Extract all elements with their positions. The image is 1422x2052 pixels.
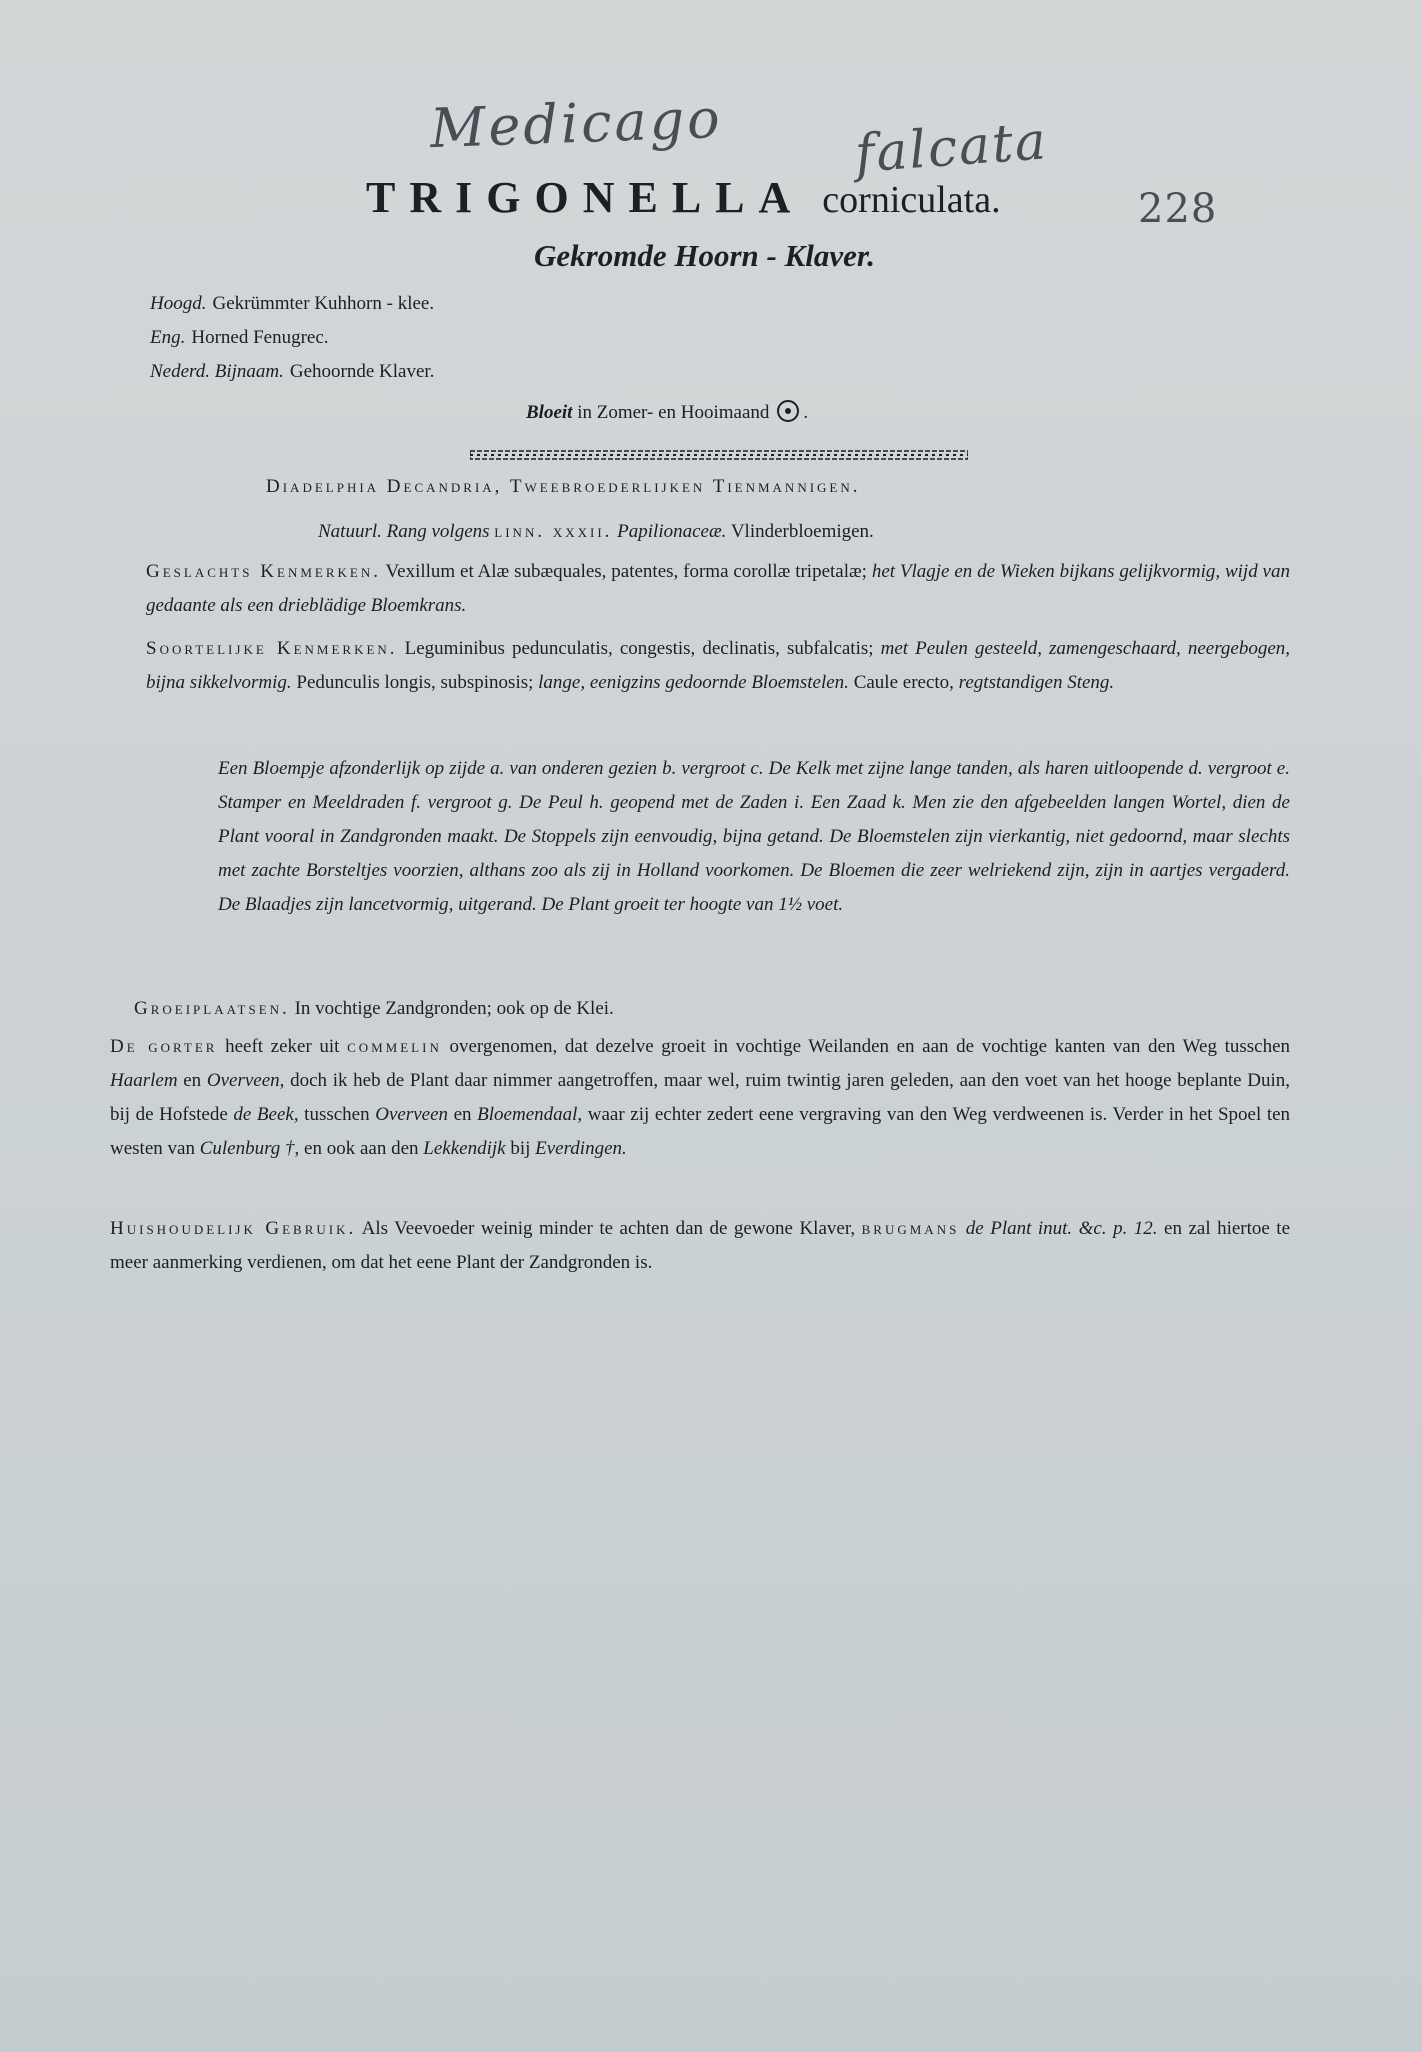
place-name: Everdingen. [535,1138,627,1159]
text: , doch ik heb de Plant daar nimmer aangetroffen, maar wel, ruim twintig jaren geleden, aan den voet van het hooge beplante Duin, bij de Hofstede [110,1070,1291,1125]
latin-text: Caule erecto, [853,672,954,693]
author-name: De gorter [110,1036,218,1057]
place-name: Overveen [206,1070,280,1091]
economic-use [110,1212,1290,1280]
habitat-text: In vochtige Zandgronden; ook op de Klei. [294,998,614,1019]
place-name: Overveen [375,1104,448,1125]
place-name: de Beek [233,1104,294,1125]
text: en [183,1070,202,1091]
species-title [366,172,1001,223]
habitat [134,992,1290,1026]
reference: de Plant inut. &c. p. 12. [965,1218,1158,1239]
text: en [453,1104,472,1125]
section-label: Geslachts Kenmerken. [146,561,381,582]
handwritten-genus: Medicago [428,86,724,161]
species-characters [146,632,1290,700]
place-name: Culenburg † [199,1138,295,1159]
section-label: Huishoudelijk Gebruik. [110,1218,357,1239]
dutch-text: het Vlagje en de Wieken bijkans gelijkvormig, wijd van gedaante als een drieblädige Bloemkrans. [146,561,1290,616]
rank-family: Papilionaceæ. [617,521,727,542]
place-name: Haarlem [110,1070,178,1091]
genus-characters [146,555,1290,623]
bloom-end: . [803,402,809,423]
section-label: Soortelijke Kenmerken. [146,638,398,659]
dutch-text: lange, eenigzins gedoornde Bloemstelen. [538,672,849,693]
vernacular-name: Horned Fenugrec. [191,327,329,348]
figure-explanation: Een Bloempje afzonderlijk op zijde a. van onderen gezien b. vergroot c. De Kelk met zijne lange tanden, als haren uitloopende d. vergroot e. Stamper en Meeldraden f. vergroot g. De Peul h. geopend met de Zaden i. Een Zaad k. Men zie den afgebeelden langen Wortel, dien de Plant vooral in Zandgronden maakt. De Stoppels zijn eenvoudig, bijna getand. De Bloemstelen zijn vierkantig, niet gedoornd, maar slechts met zachte Borsteltjes voorzien, althans zoo als zij in Holland voorkomen. De Bloemen die zeer welriekend zijn, zijn in aartjes vergaderd. De Blaadjes zijn lancetvormig, uitgerand. De Plant groeit ter hoogte van 1½ voet. [218,758,1290,915]
lang-label: Nederd. Bijnaam. [150,361,284,382]
latin-text: Leguminibus pedunculatis, congestis, declinatis, subfalcatis; [404,638,874,659]
natural-rank [318,515,874,549]
vernacular-german [150,287,434,321]
place-name: Lekkendijk [423,1138,506,1159]
vernacular-name: Gehoornde Klaver. [289,361,435,382]
lang-label: Eng. [150,327,186,348]
section-label: Groeiplaatsen. [134,998,290,1019]
place-name: Bloemendaal [477,1104,578,1125]
dutch-text: regtstandigen Steng. [958,672,1115,693]
text: en zal hiertoe te meer aanmerking verdienen, om dat het eene Plant der Zandgronden is. [110,1218,1291,1273]
author-name: brugmans [861,1218,960,1239]
rank-dutch: Vlinderbloemigen. [730,521,874,542]
handwritten-plate-number: 228 [1138,186,1218,232]
rank-source: linn. xxxii. [494,521,613,542]
bloom-period [526,400,808,424]
vernacular-name: Gekrümmter Kuhhorn - klee. [212,293,435,314]
handwritten-epithet: falcata [853,111,1050,185]
latin-text: Vexillum et Alæ subæquales, patentes, forma corollæ tripetalæ; [385,561,867,582]
author-name: commelin [347,1036,442,1057]
species-name: corniculata. [822,179,1001,221]
text: overgenomen, dat dezelve groeit in vochtige Weilanden en aan de vochtige kanten van den Weg tusschen [449,1036,1291,1057]
ornament-divider [470,448,968,462]
rank-label: Natuurl. Rang volgens [318,521,490,542]
vernacular-english [150,321,434,355]
dutch-text: met Peulen gesteeld, zamengeschaard, neergebogen, bijna sikkelvormig. [146,638,1291,693]
text: , tusschen [293,1104,370,1125]
bloom-text: in Zomer- en Hooimaand [577,402,770,423]
vernacular-names [150,287,434,389]
vernacular-dutch [150,355,434,389]
dutch-common-name: Gekromde Hoorn - Klaver. [534,238,875,273]
text: , waar zij echter zedert eene vergraving van den Weg verdweenen is. Verder in het Spoel ten westen van [110,1104,1291,1159]
locality-notes [110,1030,1290,1166]
text: bij [510,1138,531,1159]
lang-label: Hoogd. [150,293,207,314]
latin-text: Pedunculis longis, subspinosis; [296,672,534,693]
perennial-symbol-icon [777,400,799,422]
linnaean-class: Diadelphia Decandria, Tweebroederlijken Tienmannigen. [266,476,861,497]
bloom-label: Bloeit [526,402,573,423]
text: Als Veevoeder weinig minder te achten dan de gewone Klaver, [361,1218,856,1239]
genus-name: TRIGONELLA [366,173,805,222]
text: heeft zeker uit [225,1036,340,1057]
text: , en ook aan den [294,1138,419,1159]
